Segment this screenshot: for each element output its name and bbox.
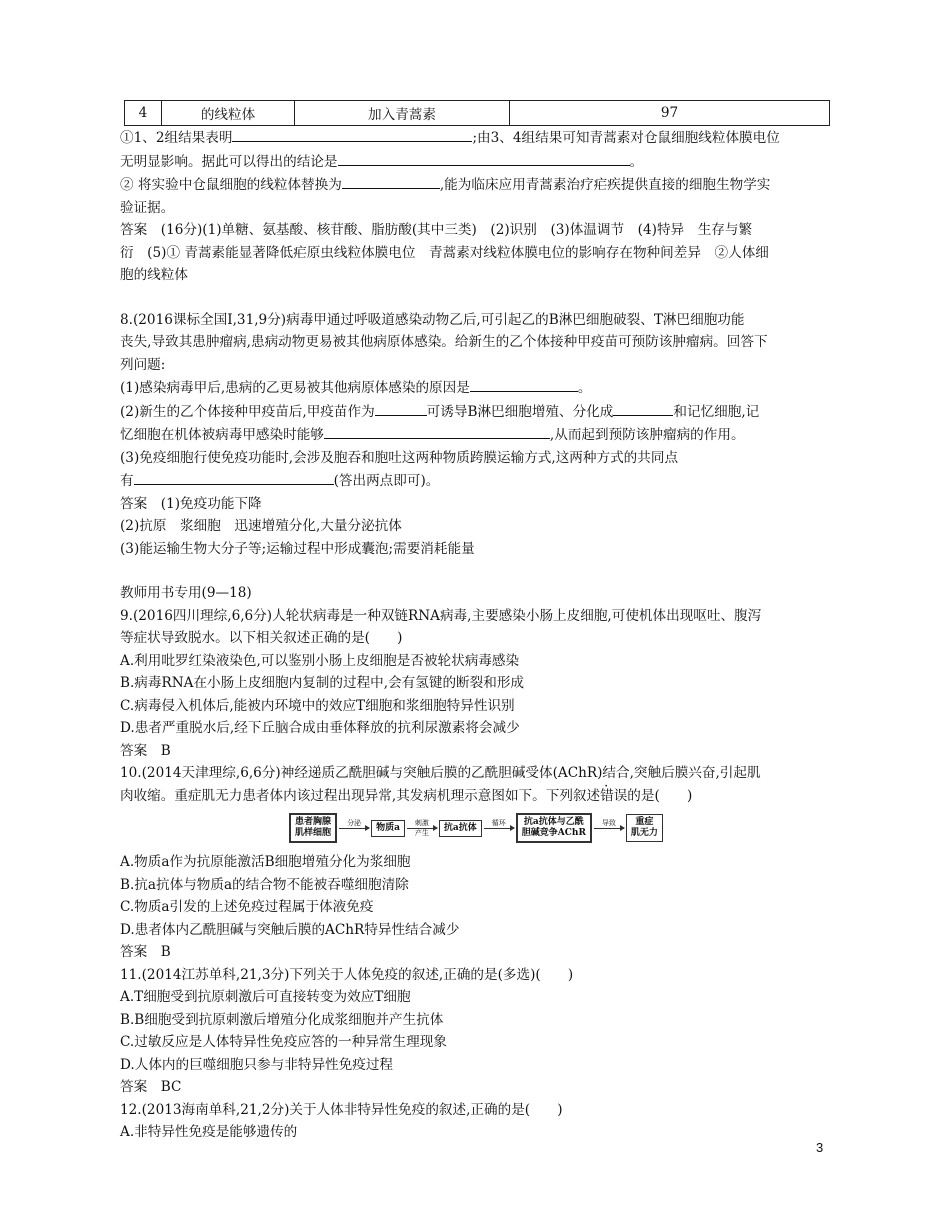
section-heading: 教师用书专用(9—18) <box>120 585 252 601</box>
diagram-arrow: 分泌 <box>337 819 371 837</box>
text: (答出两点即可)。 <box>333 473 440 489</box>
question-stem: 9.(2016四川理综,6,6分)人轮状病毒是一种双链RNA病毒,主要感染小肠上皮细胞,可使机体出现呕吐、腹泻 <box>120 607 762 624</box>
text: 的是( ) <box>627 787 693 804</box>
text: 和记忆细胞,记 <box>673 403 760 420</box>
answer: 答案 BC <box>120 1079 182 1095</box>
option-d: D.患者体内乙酰胆碱与突触后膜的AChR特异性结合减少 <box>120 921 460 938</box>
question-stem: 丧失,导致其患肿瘤病,患病动物更易被其他病原体感染。给新生的乙个体接种甲疫苗可预防该肿瘤病。回答下 <box>120 334 768 350</box>
option-d: D.人体内的巨噬细胞只参与非特异性免疫过程 <box>120 1056 394 1073</box>
answer: 胞的线粒体 <box>120 267 188 283</box>
question-8 <box>120 309 832 561</box>
answer: (2)抗原 浆细胞 迅速增殖分化,大量分泌抗体 <box>120 518 402 534</box>
answer-blank <box>232 126 472 142</box>
text: (1)感染病毒甲后,患病的乙更易被其他病原体感染的原因是 <box>120 380 470 396</box>
answer-blank <box>324 423 550 439</box>
text: ①1、2组结果表明 <box>120 130 233 146</box>
question-10 <box>120 762 832 964</box>
option-b: B.抗a抗体与物质a的结合物不能被吞噬细胞清除 <box>120 876 409 893</box>
mechanism-diagram <box>120 813 832 843</box>
diagram-box-thymus: 患者胸腺 肌样细胞 <box>289 813 337 843</box>
table-cell: 4 <box>125 101 162 126</box>
text: ② 将实验中仓鼠细胞的线粒体替换为 <box>120 177 342 193</box>
text: 。 <box>629 153 644 170</box>
diagram-arrow: 循环 <box>482 819 516 837</box>
option-c: C.物质a引发的上述免疫过程属于体液免疫 <box>120 899 374 915</box>
option-a: A.T细胞受到抗原刺激后可直接转变为效应T细胞 <box>120 989 411 1005</box>
text: 验证据。 <box>120 199 175 216</box>
diagram-box-competition: 抗a抗体与乙酰 胆碱竞争AChR <box>516 813 592 843</box>
emphasis-text: 错误 <box>600 787 628 804</box>
option-b: B.病毒RNA在小肠上皮细胞内复制的过程中,会有氢键的断裂和形成 <box>120 675 525 691</box>
option-d: D.患者严重脱水后,经下丘脑合成由垂体释放的抗利尿激素将会减少 <box>120 720 520 736</box>
diagram-arrow: 导致 <box>592 819 626 837</box>
answer: 答案 B <box>120 944 171 960</box>
option-c: C.过敏反应是人体特异性免疫应答的一种异常生理现象 <box>120 1034 447 1050</box>
page-content <box>120 100 832 1144</box>
answer: 答案 B <box>120 742 171 759</box>
question-stem: 8.(2016课标全国Ⅰ,31,9分)病毒甲通过呼吸道感染动物乙后,可引起乙的B淋巴细胞破裂、T淋巴细胞功能 <box>120 311 745 328</box>
option-c: C.病毒侵入机体后,能被内环境中的效应T细胞和浆细胞特异性识别 <box>120 697 515 714</box>
question-stem: 列问题: <box>120 356 166 373</box>
question-9 <box>120 605 832 763</box>
option-b: B.B细胞受到抗原刺激后增殖分化成浆细胞并产生抗体 <box>120 1011 444 1028</box>
answer-blank <box>470 376 578 392</box>
text: (2)新生的乙个体接种甲疫苗后,甲疫苗作为 <box>120 403 375 420</box>
text: 肉收缩。重症肌无力患者体内该过程出现异常,其发病机理示意图如下。下列叙述 <box>120 787 601 804</box>
answer: (3)能运输生物大分子等;运输过程中形成囊泡;需要消耗能量 <box>120 540 475 557</box>
question-stem: 11.(2014江苏单科,21,3分)下列关于人体免疫的叙述,正确的是(多选)( ) <box>120 966 574 983</box>
question-12 <box>120 1099 832 1144</box>
option-a: A.非特异性免疫是能够遗传的 <box>120 1124 298 1140</box>
question-11 <box>120 964 832 1099</box>
text: 无明显影响。据此可以得出的结论是 <box>120 153 338 170</box>
diagram-box-antibody: 抗a抗体 <box>439 820 482 837</box>
text: 。 <box>577 380 592 396</box>
text: ,从而起到预防该肿瘤病的作用。 <box>549 427 745 443</box>
table-cell: 97 <box>510 101 830 126</box>
table-cell: 的线粒体 <box>162 101 295 126</box>
text: 忆细胞在机体被病毒甲感染时能够 <box>120 427 324 443</box>
table-row <box>125 101 830 126</box>
answer-blank <box>134 469 334 485</box>
question-stem: 等症状导致脱水。以下相关叙述正确的是( ) <box>120 630 403 646</box>
text: (3)免疫细胞行使免疫功能时,会涉及胞吞和胞吐这两种物质跨膜运输方式,这两种方式的共同点 <box>120 449 679 466</box>
table-cell: 加入青蒿素 <box>295 101 510 126</box>
answer-blank <box>613 400 673 416</box>
answer-blank <box>342 173 440 189</box>
text: ,能为临床应用青蒿素治疗疟疾提供直接的细胞生物学实 <box>439 177 771 193</box>
text: 有 <box>120 473 134 489</box>
text: 可诱导B淋巴细胞增殖、分化成 <box>426 403 614 420</box>
question-stem: 10.(2014天津理综,6,6分)神经递质乙酰胆碱与突触后膜的乙酰胆碱受体(AChR)结合,突触后膜兴奋,引起肌 <box>120 765 761 781</box>
text: ;由3、4组结果可知青蒿素对仓鼠细胞线粒体膜电位 <box>472 130 780 146</box>
answer: 答案 (1)免疫功能下降 <box>120 495 262 512</box>
diagram-arrow: 刺激 产生 <box>405 819 439 837</box>
result-table <box>124 100 830 126</box>
question-stem: 12.(2013海南单科,21,2分)关于人体非特异性免疫的叙述,正确的是( ) <box>120 1101 563 1118</box>
page-number: 3 <box>816 1140 824 1155</box>
question-7-part5 <box>120 126 832 287</box>
diagram-box-substance-a: 物质a <box>371 820 405 837</box>
option-a: A.物质a作为抗原能激活B细胞增殖分化为浆细胞 <box>120 854 411 870</box>
answer-blank <box>338 150 630 166</box>
answer: 衍 (5)① 青蒿素能显著降低疟原虫线粒体膜电位 青蒿素对线粒体膜电位的影响存在物种间差异 ②人体细 <box>120 244 769 261</box>
diagram-box-myasthenia: 重症 肌无力 <box>626 814 663 842</box>
option-a: A.利用吡罗红染液染色,可以鉴别小肠上皮细胞是否被轮状病毒感染 <box>120 652 520 669</box>
answer-blank <box>375 400 427 416</box>
answer: 答案 (16分)(1)单糖、氨基酸、核苷酸、脂肪酸(其中三类) (2)识别 (3)体温调节 (4)特异 生存与繁 <box>120 222 753 238</box>
